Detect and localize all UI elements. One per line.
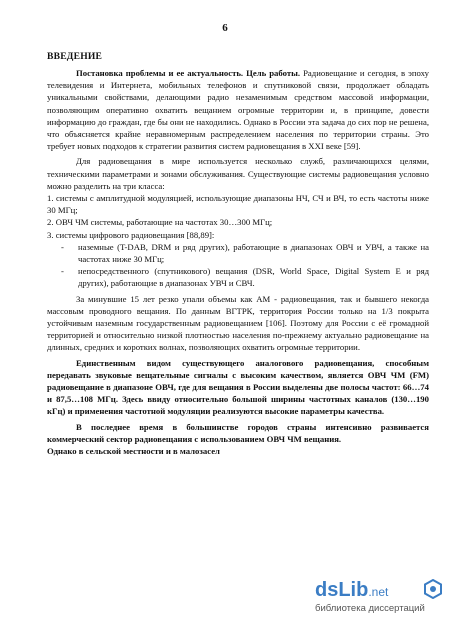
- paragraph-services: Для радиовещания в мире используется несколько служб, различающихся целями, техническими параметрами и зонами обслуживания. Существующие системы радиовещания условно можно разделить на три класса:: [47, 156, 429, 191]
- dash-item-satellite: [47, 265, 429, 289]
- list-item-1: 1. системы с амплитудной модуляцией, использующие диапазоны НЧ, СЧ и ВЧ, то есть частоты ниже 30 МГц;: [47, 193, 429, 216]
- paragraph-am-decline: За минувшие 15 лет резко упали объемы как АМ - радиовещания, так и бывшего некогда массовым проводного вещания. По данным ВГТРК, территория России только на 1/3 покрыта устойчивым наземным государственным радиовещанием [106]. Поэтому для России с её громадной территорией и относительно низкой плотностью населения по-прежнему актуально радиовещание на длинных, средних и коротких волнах, позволяющих охватить огромные территории.: [47, 293, 429, 353]
- dash-item-text: непосредственного (спутникового) вещания (DSR, World Space, Digital System E и ряд других), работающие в диапазонах УВЧ и СВЧ.: [78, 266, 429, 289]
- paragraph-problem-statement: [47, 67, 429, 152]
- paragraph-lead: Постановка проблемы и ее актуальность. Цель работы.: [76, 68, 301, 78]
- dash-bullet: -: [61, 266, 64, 277]
- dslib-tagline: библиотека диссертаций: [315, 603, 425, 614]
- document-body: [47, 67, 429, 457]
- dslib-logo-name: dsLib: [315, 579, 369, 601]
- dash-item-text: наземные (T-DAB, DRM и ряд других), работающие в диапазонах ОВЧ и УВЧ, а также на частотах ниже 30 МГц;: [78, 241, 429, 265]
- dslib-watermark: [305, 577, 450, 617]
- list-item-3: 3. системы цифрового радиовещания [88,89]:: [47, 229, 215, 240]
- paragraph-fm-quality: Единственным видом существующего аналогового радиовещания, способным передавать звуковые вещательные сигналы с высоким качеством, является ОВЧ ЧМ (FM) радиовещание в диапазоне ОВЧ, где для вещания в России выделены две полосы частот: 66…74 и 87,5…108 МГц. Здесь ввиду относительно большой ширины частотных каналов (130…190 кГц) и применения частотной модуляции реализуются высокие параметры качества.: [47, 357, 429, 417]
- section-heading: ВВЕДЕНИЕ: [47, 51, 103, 62]
- hexagon-logo-icon: [423, 579, 443, 599]
- paragraph-text: Радиовещание и сегодня, в эпоху телевидения и Интернета, мобильных телефонов и спутниковой связи, продолжает обладать уникальными свойствами, делающими радио незаменимым средством массовой информации, позволяющим оперативно охватить вещанием огромные территории и, в принципе, довести информацию до граждан, где бы они не находились. Однако в России эта задача до сих пор не решена, что объясняется крайне неравномерным распределением населения по территории страны. Это требует новых подходов к стратегии развития систем радиовещания в XXI веке [59].: [47, 68, 429, 152]
- paragraph-rural-cut: Однако в сельской местности и в малозасел: [47, 446, 220, 457]
- paragraph-commercial: В последнее время в большинстве городов страны интенсивно развивается коммерческий сектор радиовещания с использованием ОВЧ ЧМ вещания.: [47, 421, 429, 444]
- page-number: 6: [222, 22, 228, 34]
- dslib-logo-tld: .net: [368, 585, 389, 599]
- dslib-logo: [315, 579, 388, 602]
- dash-item-terrestrial: [47, 241, 429, 265]
- list-item-2: 2. ОВЧ ЧМ системы, работающие на частотах 30…300 МГц;: [47, 217, 273, 228]
- dash-bullet: -: [61, 241, 64, 252]
